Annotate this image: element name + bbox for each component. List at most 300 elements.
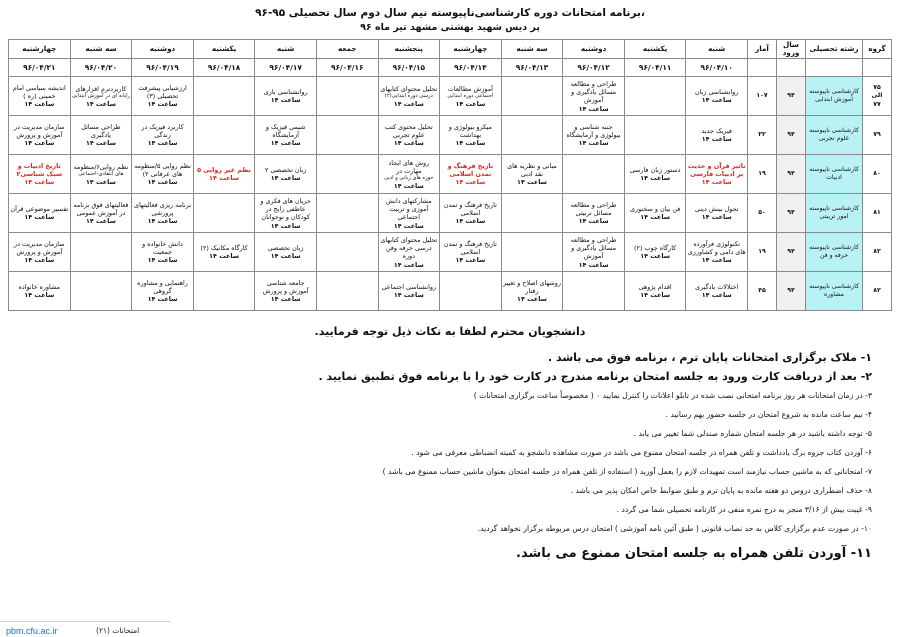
exam-course-name: مشاوره خانواده bbox=[18, 283, 61, 292]
exam-hour: ساعت ۱۴ bbox=[24, 139, 55, 148]
cell-exam-r2-d3 bbox=[501, 155, 563, 194]
exam-hour: ساعت ۱۴ bbox=[455, 217, 486, 226]
column-header-day-0: شنبه bbox=[686, 40, 748, 59]
exam-hour: ساعت ۱۴ bbox=[701, 178, 732, 187]
exam-entry bbox=[133, 201, 192, 226]
exam-course-name: مبانی و نظریه های نقد ادبی bbox=[507, 162, 557, 179]
cell-stat: ۲۲ bbox=[748, 116, 777, 155]
exam-entry bbox=[687, 162, 746, 187]
column-header-day-9: دوشنبه bbox=[132, 40, 194, 59]
column-header-date-3: ۹۶/۰۴/۱۳ bbox=[501, 59, 563, 77]
cell-exam-r0-d2 bbox=[563, 77, 625, 116]
column-header-date-10: ۹۶/۰۴/۲۰ bbox=[70, 59, 132, 77]
exam-course-name: برنامه ریزی فعالیتهای پرورشی bbox=[133, 201, 192, 218]
exam-course-name: زبان تخصصی ۲ bbox=[265, 166, 307, 175]
exam-course-subtitle: های انتقادی-اجتماعی bbox=[78, 170, 124, 177]
exam-course-name: نظم روایی۶/منظومه bbox=[73, 162, 129, 171]
exam-course-name: سازمان مدیریت در آموزش و پرورش bbox=[14, 123, 65, 140]
cell-exam-r5-d10 bbox=[70, 272, 132, 311]
exam-entry bbox=[256, 166, 315, 183]
exam-hour: ساعت ۱۴ bbox=[270, 221, 301, 230]
note-item-11: ۱۱- آوردن تلفن همراه به جلسه امتحان ممنوع می باشد. bbox=[516, 546, 872, 562]
cell-exam-r1-d7 bbox=[255, 116, 317, 155]
cell-field: کارشناسی ناپیوسته امور تربیتی bbox=[806, 194, 863, 233]
cell-exam-r5-d3 bbox=[501, 272, 563, 311]
column-header-field-spacer bbox=[806, 59, 863, 77]
column-header-day-7: شنبه bbox=[255, 40, 317, 59]
exam-hour: ساعت ۱۴ bbox=[578, 260, 609, 269]
exam-hour: ساعت ۱۴ bbox=[517, 295, 547, 304]
exam-hour: ساعت ۱۴ bbox=[393, 260, 424, 269]
exam-course-subtitle: حوزه های زبانی و ادبی bbox=[384, 174, 434, 181]
cell-exam-r5-d4 bbox=[440, 272, 502, 311]
cell-exam-r5-d7 bbox=[255, 272, 317, 311]
exam-entry bbox=[564, 201, 623, 226]
note-item-7: ۷- امتحاناتی که به ماشین حساب نیازمند است تمهیدات لازم را بعمل آورید ( استفاده از تلفن همراه در جلسه امتحان بعنوان ماشین حساب ممنوع می باشد ) bbox=[382, 467, 872, 477]
cell-stat: ۱۰۷ bbox=[748, 77, 777, 116]
exam-entry bbox=[195, 166, 254, 183]
cell-exam-r4-d3 bbox=[501, 233, 563, 272]
column-header-group: گروه bbox=[863, 40, 892, 59]
column-header-day-11: چهارشنبه bbox=[9, 40, 71, 59]
cell-field: کارشناسی ناپیوسته مشاوره bbox=[806, 272, 863, 311]
cell-exam-r2-d6 bbox=[316, 155, 378, 194]
exam-entry bbox=[626, 166, 685, 183]
exam-entry bbox=[564, 80, 623, 113]
column-header-date-5: ۹۶/۰۴/۱۵ bbox=[378, 59, 440, 77]
exam-course-name: تحلیل محتوی کتب علوم تجربی bbox=[384, 123, 433, 140]
cell-exam-r3-d3 bbox=[501, 194, 563, 233]
exam-hour: ساعت ۱۴ bbox=[24, 256, 55, 265]
cell-exam-r0-d4 bbox=[440, 77, 502, 116]
exam-entry bbox=[626, 244, 685, 261]
exam-entry bbox=[564, 123, 623, 148]
cell-exam-r4-d7 bbox=[255, 233, 317, 272]
exam-entry bbox=[10, 240, 69, 265]
exam-course-name: سازمان مدیریت در آموزش و پرورش bbox=[14, 240, 65, 257]
exam-hour: ساعت ۱۴ bbox=[270, 174, 301, 183]
exam-entry bbox=[133, 123, 192, 148]
exam-hour: ساعت ۱۴ bbox=[86, 217, 116, 226]
exam-entry bbox=[380, 85, 439, 109]
note-item-5: ۵- توجه داشته باشید در هر جلسه امتحان شماره صندلی شما تغییر می یابد . bbox=[633, 429, 872, 439]
cell-exam-r5-d6 bbox=[316, 272, 378, 311]
exam-hour: ساعت ۱۴ bbox=[517, 178, 547, 187]
cell-exam-r0-d3 bbox=[501, 77, 563, 116]
cell-exam-r1-d1 bbox=[624, 116, 686, 155]
exam-entry bbox=[256, 279, 315, 304]
cell-exam-r4-d8 bbox=[193, 233, 255, 272]
exam-hour: ساعت ۱۴ bbox=[701, 96, 732, 105]
cell-exam-r4-d4 bbox=[440, 233, 502, 272]
exam-course-name: فن بیان و سخنوری bbox=[630, 205, 681, 214]
cell-exam-r1-d3 bbox=[501, 116, 563, 155]
exam-entry bbox=[626, 283, 685, 300]
exam-entry bbox=[380, 123, 439, 148]
column-header-day-3: سه شنبه bbox=[501, 40, 563, 59]
cell-exam-r3-d5 bbox=[378, 194, 440, 233]
exam-entry bbox=[10, 84, 69, 109]
column-header-stat-spacer bbox=[748, 59, 777, 77]
column-header-date-7: ۹۶/۰۴/۱۷ bbox=[255, 59, 317, 77]
exam-entry bbox=[380, 283, 439, 300]
exam-course-name: زبان تخصصی bbox=[267, 244, 304, 253]
exam-hour: ساعت ۱۴ bbox=[393, 99, 424, 108]
exam-course-name: فعالیتهای فوق برنامه در آموزش عمومی bbox=[73, 201, 129, 218]
exam-entry bbox=[626, 205, 685, 222]
exam-course-name: ارزشیابی پیشرفت تحصیلی (۳) bbox=[138, 84, 187, 101]
table-row bbox=[9, 116, 892, 155]
exam-hour: ساعت ۱۴ bbox=[640, 174, 671, 183]
exam-course-name: روانشناسی اجتماعی bbox=[381, 283, 437, 292]
note-item-10: ۱۰- در صورت عدم برگزاری کلاس به حد نصاب قانونی ( طبق آئین نامه آموزشی ) امتحان درس مربوطه برگزار نخواهد گردید. bbox=[477, 524, 872, 534]
cell-exam-r2-d8 bbox=[193, 155, 255, 194]
cell-exam-r0-d6 bbox=[316, 77, 378, 116]
exam-hour: ساعت ۱۴ bbox=[86, 177, 116, 186]
exam-entry bbox=[441, 162, 500, 187]
exam-hour: ساعت ۱۴ bbox=[147, 139, 178, 148]
cell-entry-year: ۹۴ bbox=[777, 233, 806, 272]
exam-hour: ساعت ۱۴ bbox=[578, 217, 609, 226]
cell-exam-r1-d11 bbox=[9, 116, 71, 155]
cell-exam-r3-d11 bbox=[9, 194, 71, 233]
cell-exam-r3-d10 bbox=[70, 194, 132, 233]
exam-entry bbox=[133, 279, 192, 304]
note-item-8: ۸- حذف اضطراری دروس دو هفته مانده به پایان ترم و طبق ضوابط خاص امکان پذیر می باشد . bbox=[570, 486, 872, 496]
exam-course-subtitle: درسی دوره ابتدایی(۲) bbox=[384, 92, 433, 99]
notes-section bbox=[0, 325, 900, 563]
column-header-day-2: دوشنبه bbox=[563, 40, 625, 59]
table-row bbox=[9, 77, 892, 116]
column-header-date-4: ۹۶/۰۴/۱۴ bbox=[440, 59, 502, 77]
page-subtitle: پر دیس شهید بهشتی مشهد تیر ماه ۹۶ bbox=[360, 22, 540, 33]
cell-exam-r4-d10 bbox=[70, 233, 132, 272]
cell-exam-r3-d4 bbox=[440, 194, 502, 233]
cell-group: ۷۵ الی ۷۷ bbox=[863, 77, 892, 116]
exam-entry bbox=[687, 127, 746, 144]
exam-course-name: نظم روایی ۵/منظومه های عرفانی ۲) bbox=[134, 162, 191, 179]
cell-exam-r5-d11 bbox=[9, 272, 71, 311]
exam-course-subtitle: رایانه ای در آموزش ابتدایی bbox=[71, 92, 131, 99]
exam-hour: ساعت ۱۴ bbox=[270, 252, 301, 261]
exam-hour: ساعت ۱۴ bbox=[270, 96, 301, 105]
exam-course-name: روشهای اصلاح و تغییر رفتار bbox=[502, 279, 561, 296]
cell-exam-r0-d5 bbox=[378, 77, 440, 116]
note-item-6: ۶- آوردن کتاب جزوه برگ یادداشت و تلفن همراه در جلسه امتحان ممنوع می باشد در صورت مشاهده دانشجو به کمیته انضباطی معرفی می شود . bbox=[411, 448, 872, 458]
cell-entry-year: ۹۴ bbox=[777, 194, 806, 233]
column-header-day-8: یکشنبه bbox=[193, 40, 255, 59]
exam-course-name: طراحی و مطالعه مسائل یادگیری و آموزش bbox=[570, 79, 617, 105]
exam-hour: ساعت ۱۴ bbox=[24, 291, 55, 300]
cell-exam-r5-d9 bbox=[132, 272, 194, 311]
cell-exam-r0-d9 bbox=[132, 77, 194, 116]
cell-exam-r4-d9 bbox=[132, 233, 194, 272]
cell-exam-r2-d2 bbox=[563, 155, 625, 194]
exam-hour: ساعت ۱۴ bbox=[147, 295, 178, 304]
exam-hour: ساعت ۱۴ bbox=[209, 252, 240, 261]
exam-hour: ساعت ۱۴ bbox=[393, 221, 424, 230]
notes-list bbox=[28, 348, 872, 563]
cell-exam-r1-d10 bbox=[70, 116, 132, 155]
exam-course-name: کاربردنرم افزارهای bbox=[75, 84, 127, 93]
cell-field: کارشناسی ناپیوسته ادبیات bbox=[806, 155, 863, 194]
cell-exam-r3-d8 bbox=[193, 194, 255, 233]
table-row bbox=[9, 233, 892, 272]
table-body bbox=[9, 77, 892, 311]
cell-exam-r1-d2 bbox=[563, 116, 625, 155]
exam-entry bbox=[72, 123, 131, 148]
cell-exam-r1-d0 bbox=[686, 116, 748, 155]
cell-group: ۸۰ bbox=[863, 155, 892, 194]
cell-exam-r2-d7 bbox=[255, 155, 317, 194]
cell-stat: ۱۹ bbox=[748, 233, 777, 272]
exam-entry bbox=[380, 159, 439, 191]
cell-stat: ۵۰ bbox=[748, 194, 777, 233]
exam-entry bbox=[441, 240, 500, 265]
exam-hour: ساعت ۱۴ bbox=[270, 139, 301, 148]
exam-entry bbox=[72, 163, 131, 187]
cell-group: ۸۲ bbox=[863, 233, 892, 272]
cell-exam-r2-d10 bbox=[70, 155, 132, 194]
exam-course-name: جریان های فکری و عاطفی رایج در کودکان و نوجوانان bbox=[260, 196, 311, 222]
exam-hour: ساعت ۱۴ bbox=[578, 139, 609, 148]
exam-hour: ساعت ۱۴ bbox=[24, 100, 55, 109]
exam-course-name: شیمی فیزیک و آزمایشگاه bbox=[265, 123, 306, 140]
cell-group: ۸۱ bbox=[863, 194, 892, 233]
exam-course-name: میکرو بیولوژی و بهداشت bbox=[448, 123, 492, 140]
exam-entry bbox=[380, 236, 439, 269]
cell-exam-r1-d9 bbox=[132, 116, 194, 155]
cell-exam-r4-d2 bbox=[563, 233, 625, 272]
exam-course-name: تاریخ ادبیات و سبک شناسی۲ bbox=[16, 162, 63, 179]
exam-hour: ساعت ۱۴ bbox=[701, 135, 732, 144]
exam-hour: ساعت ۱۴ bbox=[701, 291, 732, 300]
cell-exam-r2-d1 bbox=[624, 155, 686, 194]
cell-group: ۸۲ bbox=[863, 272, 892, 311]
cell-exam-r4-d1 bbox=[624, 233, 686, 272]
column-header-date-0: ۹۶/۰۴/۱۰ bbox=[686, 59, 748, 77]
column-header-entry-year: سال ورود bbox=[777, 40, 806, 59]
cell-exam-r5-d1 bbox=[624, 272, 686, 311]
exam-course-name: اندیشه سیاسی امام خمینی (ره ) bbox=[12, 84, 66, 101]
table-row bbox=[9, 194, 892, 233]
cell-field: کارشناسی ناپیوسته آموزش ابتدایی bbox=[806, 77, 863, 116]
exam-entry bbox=[441, 201, 500, 226]
exam-course-name: کارگاه چوب (۲) bbox=[634, 244, 677, 253]
cell-exam-r4-d11 bbox=[9, 233, 71, 272]
exam-course-name: تحلیل محتوای کتابهای درسی حرفه وفن دوره bbox=[380, 235, 438, 261]
exam-entry bbox=[133, 162, 192, 187]
column-header-day-6: جمعه bbox=[316, 40, 378, 59]
column-header-day-10: سه شنبه bbox=[70, 40, 132, 59]
cell-entry-year: ۹۴ bbox=[777, 272, 806, 311]
exam-course-name: روانشناسی بازی bbox=[263, 88, 308, 97]
note-item-2: ۲- بعد از دریافت کارت ورود به جلسه امتحان برنامه مندرج در کارت خود را با برنامه فوق تطبیق نمایید . bbox=[318, 370, 872, 384]
exam-entry bbox=[687, 88, 746, 105]
cell-exam-r4-d0 bbox=[686, 233, 748, 272]
column-header-field: رشته تحصیلی bbox=[806, 40, 863, 59]
cell-exam-r5-d8 bbox=[193, 272, 255, 311]
exam-entry bbox=[687, 205, 746, 222]
exam-course-name: تاثیر قرآن و حدیث بر ادبیات فارسی bbox=[687, 162, 746, 179]
exam-course-name: فیزیک جدید bbox=[701, 127, 732, 136]
cell-group: ۷۹ bbox=[863, 116, 892, 155]
exam-hour: ساعت ۱۴ bbox=[24, 213, 55, 222]
table-row bbox=[9, 155, 892, 194]
page-title: ،برنامه امتحانات دوره کارشناسی‌ناپیوسته نیم سال دوم سال تحصیلی ۹۵-۹۶ bbox=[255, 7, 645, 19]
cell-exam-r0-d0 bbox=[686, 77, 748, 116]
cell-exam-r0-d11 bbox=[9, 77, 71, 116]
header-row-dates bbox=[9, 59, 892, 77]
page-number: امتحانات (۲۱) bbox=[96, 626, 140, 635]
exam-course-name: دانش خانواده و جمعیت bbox=[142, 240, 183, 257]
exam-course-name: تحلیل محتوای کتابهای bbox=[380, 84, 438, 93]
cell-exam-r3-d6 bbox=[316, 194, 378, 233]
exam-hour: ساعت ۱۴ bbox=[209, 174, 240, 183]
exam-hour: ساعت ۱۴ bbox=[701, 256, 732, 265]
cell-exam-r1-d8 bbox=[193, 116, 255, 155]
exam-entry bbox=[441, 85, 500, 109]
exam-schedule-table bbox=[8, 39, 892, 311]
exam-hour: ساعت ۱۴ bbox=[393, 139, 424, 148]
exam-course-name: تحول بینش دینی bbox=[694, 205, 739, 214]
cell-exam-r0-d1 bbox=[624, 77, 686, 116]
cell-exam-r3-d7 bbox=[255, 194, 317, 233]
note-item-3: ۳- در زمان امتحانات هر روز برنامه امتحانی نصب شده در تابلو اعلانات را کنترل نمایید ۰ ( مخصوصاً ساعت برگزاری امتحانات ) bbox=[473, 391, 872, 401]
exam-entry bbox=[380, 197, 439, 230]
column-header-date-1: ۹۶/۰۴/۱۱ bbox=[624, 59, 686, 77]
cell-entry-year: ۹۴ bbox=[777, 155, 806, 194]
exam-entry bbox=[10, 123, 69, 148]
cell-exam-r0-d10 bbox=[70, 77, 132, 116]
cell-exam-r2-d0 bbox=[686, 155, 748, 194]
column-header-date-2: ۹۶/۰۴/۱۲ bbox=[563, 59, 625, 77]
exam-entry bbox=[10, 205, 69, 222]
cell-exam-r0-d7 bbox=[255, 77, 317, 116]
exam-entry bbox=[256, 197, 315, 230]
cell-exam-r1-d6 bbox=[316, 116, 378, 155]
column-header-date-8: ۹۶/۰۴/۱۸ bbox=[193, 59, 255, 77]
exam-hour: ساعت ۱۴ bbox=[147, 256, 178, 265]
exam-course-name: روانشناسی زبان bbox=[694, 88, 739, 97]
exam-hour: ساعت ۱۴ bbox=[393, 291, 424, 300]
cell-field: کارشناسی ناپیوسته حرفه و فن bbox=[806, 233, 863, 272]
exam-hour: ساعت ۱۴ bbox=[455, 139, 486, 148]
cell-exam-r2-d9 bbox=[132, 155, 194, 194]
exam-entry bbox=[503, 279, 562, 304]
cell-exam-r1-d4 bbox=[440, 116, 502, 155]
cell-exam-r3-d1 bbox=[624, 194, 686, 233]
column-header-day-4: چهارشنبه bbox=[440, 40, 502, 59]
exam-hour: ساعت ۱۴ bbox=[578, 104, 609, 113]
exam-hour: ساعت ۱۴ bbox=[270, 295, 301, 304]
exam-course-name: جامعه شناسی آموزش و پرورش bbox=[262, 279, 309, 296]
exam-hour: ساعت ۱۴ bbox=[701, 213, 732, 222]
cell-exam-r4-d6 bbox=[316, 233, 378, 272]
cell-exam-r5-d2 bbox=[563, 272, 625, 311]
table-row bbox=[9, 272, 892, 311]
exam-course-subtitle: اجتماعی دوره ابتدایی bbox=[447, 92, 494, 99]
column-header-day-5: پنجشنبه bbox=[378, 40, 440, 59]
exam-course-name: تفسیر موضوعی قرآن bbox=[10, 205, 69, 214]
page-footer bbox=[0, 621, 900, 637]
exam-hour: ساعت ۱۴ bbox=[393, 181, 424, 190]
cell-exam-r2-d11 bbox=[9, 155, 71, 194]
exam-course-name: طراحی و مطالعه مسائل تربیتی bbox=[570, 201, 617, 218]
exam-hour: ساعت ۱۴ bbox=[86, 99, 116, 108]
column-header-date-9: ۹۶/۰۴/۱۹ bbox=[132, 59, 194, 77]
note-item-9: ۹- غیبت بیش از ۳/۱۶ منجر به درج نمره منفی در کارنامه تحصیلی شما می گردد . bbox=[616, 505, 872, 515]
exam-course-name: مشارکتهای دانش آموزی و تربیت اجتماعی bbox=[386, 196, 432, 222]
exam-hour: ساعت ۱۴ bbox=[640, 252, 671, 261]
exam-course-name: دستور زبان فارسی bbox=[629, 166, 681, 175]
exam-entry bbox=[72, 85, 131, 109]
exam-course-name: تاریخ فرهنگ و تمدن اسلامی bbox=[443, 201, 497, 218]
exam-entry bbox=[133, 84, 192, 109]
cell-entry-year: ۹۴ bbox=[777, 116, 806, 155]
column-header-date-6: ۹۶/۰۴/۱۶ bbox=[316, 59, 378, 77]
exam-course-name: کارگاه مکانیک (۲) bbox=[200, 244, 248, 253]
exam-hour: ساعت ۱۴ bbox=[147, 217, 178, 226]
exam-entry bbox=[10, 283, 69, 300]
exam-entry bbox=[441, 123, 500, 148]
cell-exam-r5-d0 bbox=[686, 272, 748, 311]
notes-heading: دانشجویان محترم لطفا به نکات ذیل توجه فرمایید. bbox=[314, 325, 586, 339]
exam-course-name: تاریخ فرهنگ و تمدن اسلامی bbox=[447, 162, 494, 179]
cell-exam-r3-d9 bbox=[132, 194, 194, 233]
exam-hour: ساعت ۱۴ bbox=[640, 291, 671, 300]
table-head bbox=[9, 40, 892, 77]
exam-course-name: تاریخ فرهنگ و تمدن اسلامی bbox=[443, 240, 497, 257]
title-block bbox=[0, 0, 900, 35]
column-header-entry-year-spacer bbox=[777, 59, 806, 77]
cell-exam-r2-d5 bbox=[378, 155, 440, 194]
exam-entry bbox=[72, 201, 131, 226]
exam-entry bbox=[133, 240, 192, 265]
cell-exam-r3-d2 bbox=[563, 194, 625, 233]
cell-exam-r5-d5 bbox=[378, 272, 440, 311]
exam-entry bbox=[503, 162, 562, 187]
exam-course-name: تکنولوژی فرآورده های دامی و کشاورزی bbox=[687, 240, 746, 257]
exam-course-name: روش های ایجاد مهارت در bbox=[388, 158, 430, 175]
column-header-group-spacer bbox=[863, 59, 892, 77]
exam-course-name: جنبه شناسی و بیولوژی و آزمایشگاه bbox=[566, 123, 621, 140]
exam-course-name: کاربرد فیزیک در زندگی bbox=[141, 123, 184, 140]
exam-hour: ساعت ۱۴ bbox=[24, 178, 55, 187]
exam-entry bbox=[256, 88, 315, 105]
cell-exam-r4-d5 bbox=[378, 233, 440, 272]
exam-hour: ساعت ۱۴ bbox=[455, 256, 486, 265]
column-header-day-1: یکشنبه bbox=[624, 40, 686, 59]
cell-exam-r0-d8 bbox=[193, 77, 255, 116]
exam-entry bbox=[256, 123, 315, 148]
exam-course-name: آموزش مطالعات bbox=[447, 84, 493, 93]
cell-stat: ۴۵ bbox=[748, 272, 777, 311]
header-row-daynames bbox=[9, 40, 892, 59]
cell-field: کارشناسی ناپیوسته علوم تجربی bbox=[806, 116, 863, 155]
cell-stat: ۱۹ bbox=[748, 155, 777, 194]
column-header-stat: آمار bbox=[748, 40, 777, 59]
cell-exam-r2-d4 bbox=[440, 155, 502, 194]
exam-hour: ساعت ۱۴ bbox=[455, 99, 486, 108]
cell-exam-r1-d5 bbox=[378, 116, 440, 155]
exam-entry bbox=[687, 283, 746, 300]
exam-hour: ساعت ۱۴ bbox=[640, 213, 671, 222]
exam-course-name: راهنمایی و مشاوره گروهی bbox=[137, 279, 188, 296]
cell-entry-year: ۹۴ bbox=[777, 77, 806, 116]
column-header-date-11: ۹۶/۰۴/۲۱ bbox=[9, 59, 71, 77]
exam-hour: ساعت ۱۴ bbox=[147, 178, 178, 187]
